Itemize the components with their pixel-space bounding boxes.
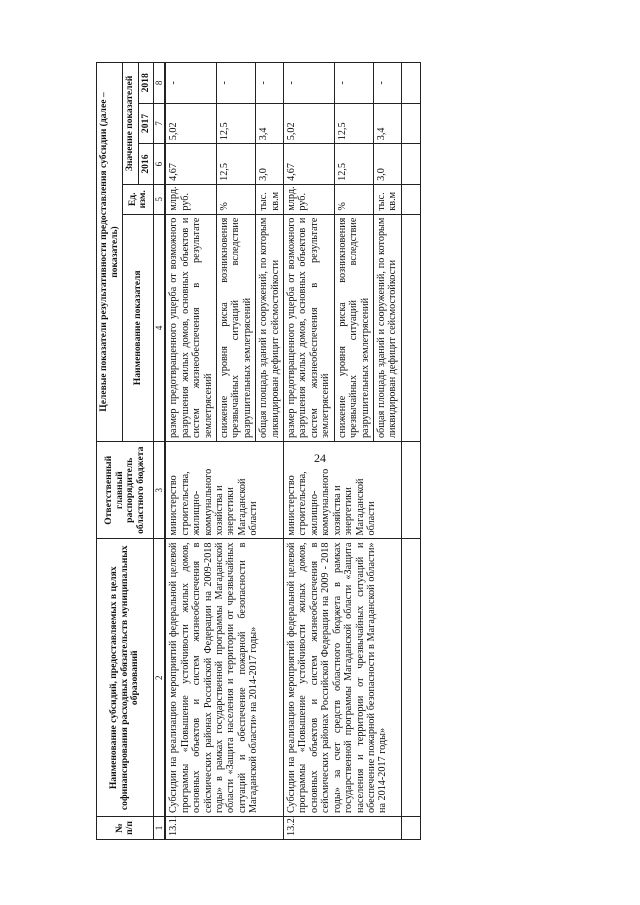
empty-cell	[401, 103, 420, 144]
empty-cell	[401, 539, 420, 817]
row-number: 13.1.	[165, 817, 283, 840]
rotated-table-sheet	[96, 62, 544, 840]
empty-cell	[401, 817, 420, 840]
indicator-unit: тыс. кв.м	[374, 184, 402, 214]
indicator-unit: млрд. руб.	[284, 184, 335, 214]
indicator-name: снижение уровня риска возникновения чрезвычайных ситуаций вследствие разрушительных землетрясений	[216, 214, 255, 441]
row-number: 13.2.	[284, 817, 402, 840]
subsidy-table	[96, 62, 421, 840]
header-2018: 2018	[138, 63, 154, 104]
value-2016: 3,0	[374, 144, 402, 185]
value-2016: 4,67	[284, 144, 335, 185]
page-number: 24	[314, 451, 326, 465]
value-2016: 12,5	[216, 144, 255, 185]
header-values: Значение показателей	[123, 63, 139, 185]
header-2017: 2017	[138, 103, 154, 144]
value-2016: 4,67	[165, 144, 216, 185]
indicator-name: размер предотвращенного ущерба от возможного разрушения жилых домов, основных объектов и систем жизнеобеспечения в результате землетрясений	[165, 214, 216, 441]
colnum: 7	[154, 103, 166, 144]
header-unit: Ед. изм.	[123, 184, 154, 214]
value-2018: -	[374, 63, 402, 104]
colnum: 8	[154, 63, 166, 104]
value-2018: -	[284, 63, 335, 104]
indicator-name: общая площадь зданий и сооружений, по которым ликвидирован дефицит сейсмостойкости	[256, 214, 284, 441]
colnum: 5	[154, 184, 166, 214]
indicator-unit: %	[334, 184, 373, 214]
colnum: 3	[154, 442, 166, 539]
value-2018: -	[165, 63, 216, 104]
value-2017: 5,02	[165, 103, 216, 144]
colnum: 1	[154, 817, 166, 840]
indicator-name: размер предотвращенного ущерба от возможного разрушения жилых домов, основных объектов и систем жизнеобеспечения в результате землетрясений	[284, 214, 335, 441]
indicator-unit: %	[216, 184, 255, 214]
header-indicator: Наименование показателя	[123, 214, 154, 441]
empty-cell	[401, 184, 420, 214]
indicator-unit: млрд. руб.	[165, 184, 216, 214]
indicator-name: общая площадь зданий и сооружений, по которым ликвидирован дефицит сейсмостойкости	[374, 214, 402, 441]
subsidy-name: Субсидии на реализацию мероприятий федеральной целевой программы «Повышение устойчивости жилых домов, основных объектов и систем жизнеобеспечения в сейсмических районах Российской Федерации на 2009 - 2018 годы» за счет средств областного бюджета в рамках государственной программы Магаданской области «Защита населения и территории от чрезвычайных ситуаций и обеспечение пожарной безопасности в Магаданской области» на 2014-2017 годы»	[284, 539, 402, 817]
value-2018: -	[216, 63, 255, 104]
header-responsible: Ответственный главный распорядитель областного бюджета	[97, 442, 154, 539]
value-2017: 3,4	[374, 103, 402, 144]
subsidy-name: Субсидии на реализацию мероприятий федеральной целевой программы «Повышение устойчивости жилых домов, основных объектов и систем жизнеобеспечения в сейсмических районах Российской Федерации на 2009-2018 годы» в рамках государственной программы Магаданской области «Защита населения и территории от чрезвычайных ситуаций и обеспечение пожарной безопасности в Магаданской области» на 2014-2017 годы»	[165, 539, 283, 817]
value-2017: 5,02	[284, 103, 335, 144]
value-2017: 12,5	[216, 103, 255, 144]
empty-cell	[401, 442, 420, 539]
header-subsidy-name: Наименование субсидий, предоставляемых в целях софинансирования расходных обязательств муниципальных образований	[97, 539, 154, 817]
indicator-unit: тыс. кв.м	[256, 184, 284, 214]
value-2017: 12,5	[334, 103, 373, 144]
colnum: 2	[154, 539, 166, 817]
empty-cell	[401, 214, 420, 441]
value-2018: -	[256, 63, 284, 104]
value-2018: -	[334, 63, 373, 104]
empty-cell	[401, 63, 420, 104]
responsible-body: министерство строительства, жилищно-коммунального хозяйства и энергетики Магаданской области	[284, 442, 402, 539]
header-no: № п/п	[97, 817, 154, 840]
empty-cell	[401, 144, 420, 185]
colnum: 4	[154, 214, 166, 441]
indicator-name: снижение уровня риска возникновения чрезвычайных ситуаций вследствие разрушительных землетрясений	[334, 214, 373, 441]
value-2016: 3,0	[256, 144, 284, 185]
value-2016: 12,5	[334, 144, 373, 185]
responsible-body: министерство строительства, жилищно-коммунального хозяйства и энергетики Магаданской области	[165, 442, 283, 539]
value-2017: 3,4	[256, 103, 284, 144]
header-targets: Целевые показатели результативности предоставления субсидии (далее – показатель)	[97, 63, 123, 442]
header-2016: 2016	[138, 144, 154, 185]
colnum: 6	[154, 144, 166, 185]
